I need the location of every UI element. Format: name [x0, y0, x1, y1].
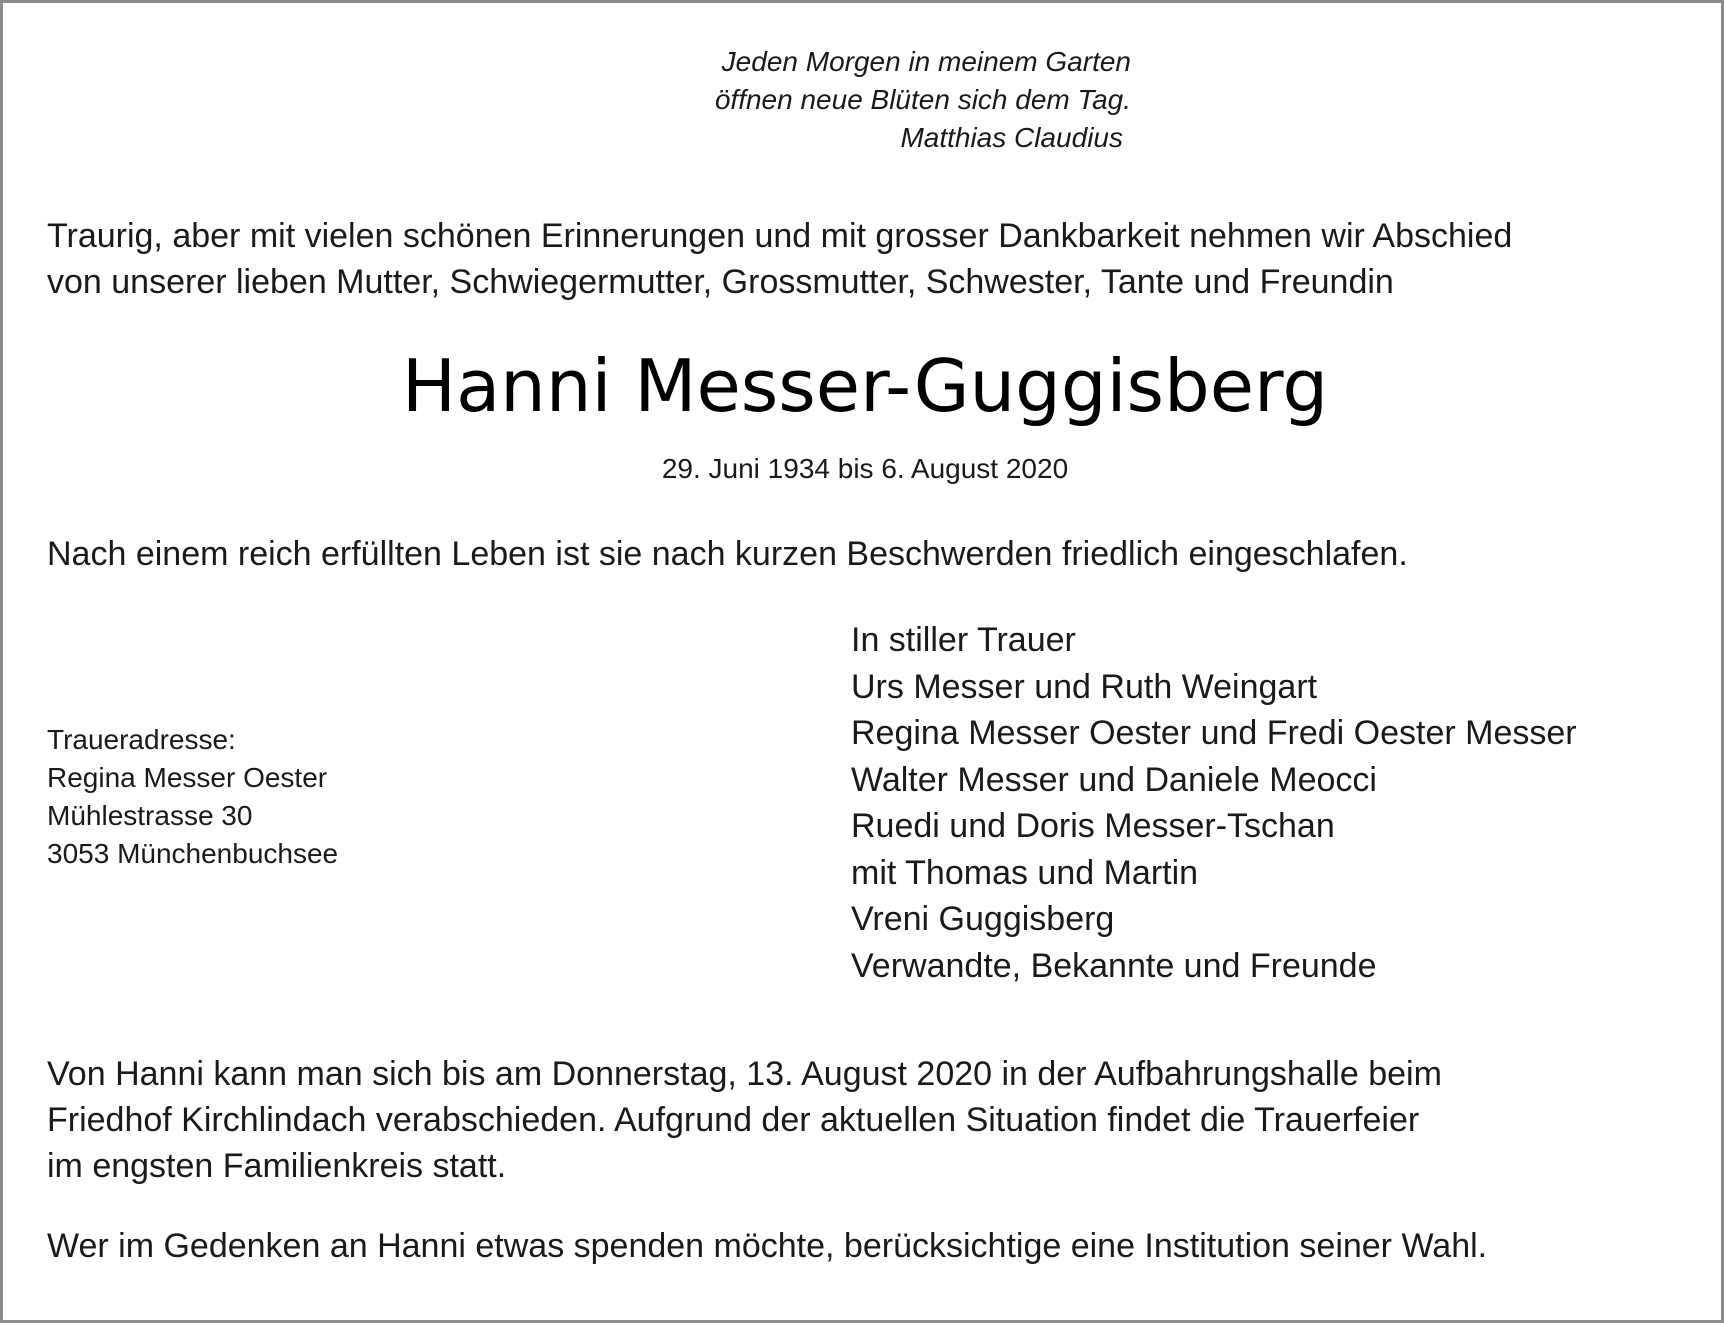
address-label: Traueradresse:: [47, 724, 236, 755]
intro-line: Traurig, aber mit vielen schönen Erinnerungen und mit grosser Dankbarkeit nehmen wir Abschied: [47, 217, 1513, 255]
farewell-line: Von Hanni kann man sich bis am Donnerstag, 13. August 2020 in der Aufbahrungshalle beim: [47, 1055, 1442, 1093]
poem-quote: [715, 43, 1131, 157]
farewell-text: [47, 1051, 1442, 1189]
address-city: 3053 Münchenbuchsee: [47, 838, 339, 869]
mourner-name: Regina Messer Oester und Fredi Oester Messer: [851, 714, 1577, 752]
mourner-name: mit Thomas und Martin: [851, 853, 1199, 892]
poem-author: Matthias Claudius: [900, 122, 1123, 153]
intro-line: von unserer lieben Mutter, Schwiegermutter, Grossmutter, Schwester, Tante und Freundin: [47, 263, 1394, 301]
passing-text: Nach einem reich erfüllten Leben ist sie nach kurzen Beschwerden friedlich eingeschlafen.: [47, 535, 1408, 573]
mourners-heading: In stiller Trauer: [851, 621, 1076, 659]
farewell-line: Friedhof Kirchlindach verabschieden. Aufgrund der aktuellen Situation findet die Trauerfeier: [47, 1101, 1420, 1139]
life-dates: 29. Juni 1934 bis 6. August 2020: [661, 453, 1069, 484]
mourner-name: Verwandte, Bekannte und Freunde: [851, 946, 1377, 985]
intro-text: [47, 213, 1512, 305]
mourning-address: [47, 721, 338, 873]
address-street: Mühlestrasse 30: [47, 800, 253, 831]
farewell-line: im engsten Familienkreis statt.: [47, 1147, 507, 1185]
donation-text: Wer im Gedenken an Hanni etwas spenden möchte, berücksichtige eine Institution seiner Wahl.: [47, 1227, 1488, 1265]
poem-line: öffnen neue Blüten sich dem Tag.: [714, 84, 1131, 115]
poem-line: Jeden Morgen in meinem Garten: [721, 46, 1131, 77]
mourner-name: Walter Messer und Daniele Meocci: [851, 760, 1377, 799]
mourner-name: Ruedi und Doris Messer-Tschan: [851, 807, 1335, 845]
mourners-list: [851, 617, 1577, 989]
mourner-name: Vreni Guggisberg: [851, 900, 1115, 938]
mourner-name: Urs Messer und Ruth Weingart: [851, 667, 1318, 706]
deceased-name: Hanni Messer-Guggisberg: [401, 344, 1329, 428]
address-name: Regina Messer Oester: [47, 762, 328, 793]
